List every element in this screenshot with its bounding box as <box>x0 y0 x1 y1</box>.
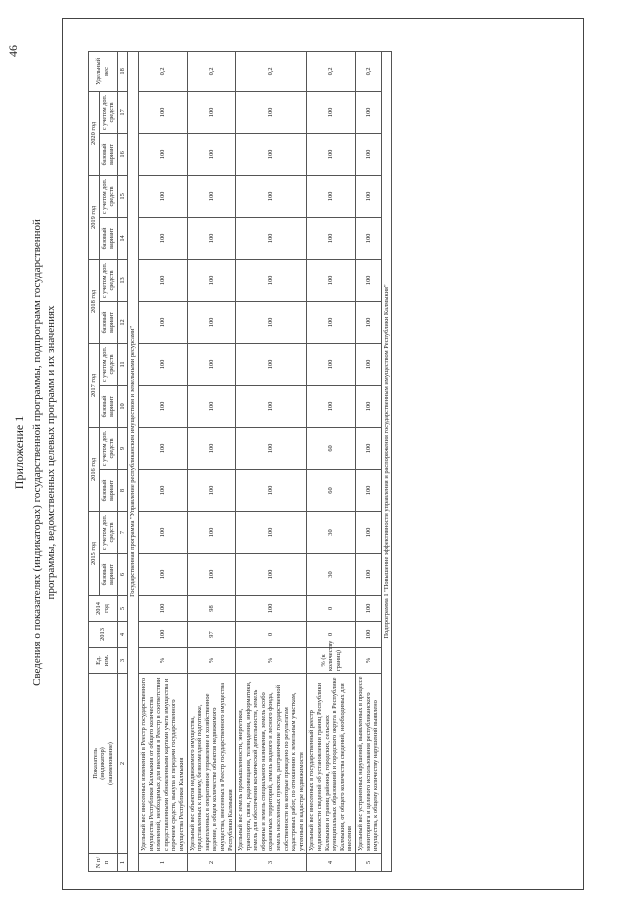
header-row-numbers <box>117 51 128 871</box>
row-value: 100 <box>356 554 382 596</box>
row-value: 100 <box>236 259 307 301</box>
row-2013: 0 <box>307 622 356 648</box>
row-value: 100 <box>187 91 236 133</box>
header-indicator-line1: Показатель <box>91 748 99 779</box>
col-number: 14 <box>117 217 128 259</box>
row-value: 100 <box>307 343 356 385</box>
row-value: 100 <box>356 427 382 469</box>
header-2014: 2014 год <box>89 596 118 622</box>
row-value: 100 <box>236 133 307 175</box>
header-weight: Удельный вес <box>89 51 118 91</box>
row-value: 100 <box>356 469 382 511</box>
row-value: 100 <box>236 175 307 217</box>
header-year-2015: 2015 год <box>89 511 100 595</box>
table-row <box>138 51 187 871</box>
row-2013: 97 <box>187 622 236 648</box>
row-value: 100 <box>307 259 356 301</box>
row-value: 100 <box>307 385 356 427</box>
row-value: 100 <box>356 91 382 133</box>
col-number: 10 <box>117 385 128 427</box>
col-number: 2 <box>117 674 128 854</box>
row-weight: 0,2 <box>307 51 356 91</box>
row-value: 100 <box>187 385 236 427</box>
row-2014: 0 <box>307 596 356 622</box>
col-number: 15 <box>117 175 128 217</box>
row-2013: 100 <box>356 622 382 648</box>
row-no: 3 <box>236 854 307 872</box>
row-value: 100 <box>138 259 187 301</box>
row-value: 100 <box>187 301 236 343</box>
header-base: базовый вариант <box>99 554 117 596</box>
row-2014: 100 <box>236 596 307 622</box>
header-base: базовый вариант <box>99 301 117 343</box>
row-unit: % <box>187 648 236 674</box>
row-unit: % (к количеству границ) <box>307 648 356 674</box>
row-no: 1 <box>138 854 187 872</box>
row-value: 100 <box>356 259 382 301</box>
header-year-2018: 2018 год <box>89 259 100 343</box>
row-no: 5 <box>356 854 382 872</box>
row-value: 100 <box>307 91 356 133</box>
row-value: 100 <box>138 554 187 596</box>
col-number: 7 <box>117 511 128 553</box>
row-name: Удельный вес внесенных в государственный реестр недвижимости сведений об установлении границ Республики Калмыкия и границ районов, городских, сельских муниципальных образований и городского округа в Республике Калмыкия, от общего количества сведений, необходимых для внесения <box>307 674 356 854</box>
row-value: 100 <box>187 427 236 469</box>
row-value: 100 <box>138 343 187 385</box>
row-unit: % <box>356 648 382 674</box>
header-indicator <box>89 674 118 854</box>
header-extra: с учетом доп. средств <box>99 175 117 217</box>
row-name: Удельный вес устраненных нарушений, выявленных в процессе мониторинга и целевого использования республиканского имущества, к общему количеству нарушений выявлено <box>356 674 382 854</box>
page-number: 46 <box>6 45 20 57</box>
row-value: 100 <box>187 259 236 301</box>
row-value: 100 <box>356 175 382 217</box>
row-value: 30 <box>307 511 356 553</box>
header-extra: с учетом доп. средств <box>99 343 117 385</box>
table-row <box>307 51 356 871</box>
title-line-2: программы, ведомственных целевых программ и их значениях <box>45 305 57 600</box>
row-value: 100 <box>138 511 187 553</box>
header-base: базовый вариант <box>99 133 117 175</box>
col-number: 5 <box>117 596 128 622</box>
row-value: 100 <box>138 469 187 511</box>
document-title <box>30 0 58 905</box>
header-extra: с учетом доп. средств <box>99 91 117 133</box>
row-value: 100 <box>187 511 236 553</box>
row-value: 100 <box>236 511 307 553</box>
col-number: 13 <box>117 259 128 301</box>
row-value: 100 <box>307 301 356 343</box>
row-no: 4 <box>307 854 356 872</box>
row-value: 100 <box>236 217 307 259</box>
row-value: 100 <box>236 469 307 511</box>
col-number: 16 <box>117 133 128 175</box>
header-unit: Ед. изм. <box>89 648 118 674</box>
header-year-2016: 2016 год <box>89 427 100 511</box>
header-base: базовый вариант <box>99 469 117 511</box>
table-row <box>187 51 236 871</box>
row-value: 30 <box>307 554 356 596</box>
row-2013: 100 <box>138 622 187 648</box>
row-value: 100 <box>138 133 187 175</box>
appendix-label: Приложение 1 <box>12 415 26 490</box>
col-number: 6 <box>117 554 128 596</box>
row-value: 100 <box>307 133 356 175</box>
header-indicator-line3: (наименование) <box>106 742 114 785</box>
row-value: 100 <box>187 133 236 175</box>
header-year-2019: 2019 год <box>89 175 100 259</box>
col-number: 9 <box>117 427 128 469</box>
row-value: 100 <box>356 217 382 259</box>
row-2014: 100 <box>356 596 382 622</box>
col-number: 18 <box>117 51 128 91</box>
row-value: 100 <box>138 91 187 133</box>
row-name: Удельный вес объектов недвижимого имущества, представленных к приему, безвозмездной подготовке, закрепленных в оперативное управление и хозяйственное ведение, в общем количестве объектов недвижимого имущества, внесенных в Реестр государственного имущества Республики Калмыкия <box>187 674 236 854</box>
row-2014: 100 <box>138 596 187 622</box>
section-main: Государственная программа "Управление республиканским имуществом и земельными ресурсами" <box>128 51 139 871</box>
header-extra: с учетом доп. средств <box>99 259 117 301</box>
row-value: 100 <box>138 385 187 427</box>
header-row-years <box>89 51 100 871</box>
row-value: 100 <box>307 175 356 217</box>
row-value: 100 <box>187 343 236 385</box>
header-extra: с учетом доп. средств <box>99 511 117 553</box>
row-unit: % <box>236 648 307 674</box>
indicators-table <box>88 51 392 872</box>
table-row <box>236 51 307 871</box>
row-value: 100 <box>356 385 382 427</box>
row-value: 100 <box>138 427 187 469</box>
header-base: базовый вариант <box>99 385 117 427</box>
row-value: 100 <box>138 301 187 343</box>
header-2013: 2013 <box>89 622 118 648</box>
row-no: 2 <box>187 854 236 872</box>
section-main-row <box>128 51 139 871</box>
section-sub: Подпрограмма 1 "Повышение эффективности управления и распоряжения государственным имуществом Республики Калмыкия" <box>381 51 392 871</box>
header-indicator-line2: (индикатор) <box>99 747 107 780</box>
row-value: 100 <box>138 217 187 259</box>
header-no: N п/п <box>89 854 118 872</box>
row-value: 100 <box>236 554 307 596</box>
row-value: 100 <box>356 133 382 175</box>
row-name: Удельный вес земель промышленности, энергетики, транспорта, связи, радиовещания, телевидения, информатики, земель для обеспечения космической деятельности, земель обороны и земель специального назначения, земель особо охраняемых территорий, земель водного и лесного фонда, земель населенных пунктов, разграничение государственной собственности на которые проведено по результатам кадастровых работ, по отношению к земельным участкам, учтенным в кадастре недвижимости <box>236 674 307 854</box>
col-number: 11 <box>117 343 128 385</box>
row-value: 60 <box>307 427 356 469</box>
row-value: 100 <box>236 343 307 385</box>
col-number: 8 <box>117 469 128 511</box>
row-value: 100 <box>187 469 236 511</box>
row-2013: 0 <box>236 622 307 648</box>
col-number: 1 <box>117 854 128 872</box>
row-value: 100 <box>236 301 307 343</box>
row-value: 100 <box>187 217 236 259</box>
col-number: 4 <box>117 622 128 648</box>
col-number: 3 <box>117 648 128 674</box>
row-value: 100 <box>356 511 382 553</box>
row-weight: 0,2 <box>187 51 236 91</box>
header-base: базовый вариант <box>99 217 117 259</box>
section-sub-row <box>381 51 392 871</box>
col-number: 12 <box>117 301 128 343</box>
row-value: 100 <box>138 175 187 217</box>
row-value: 100 <box>356 343 382 385</box>
row-2014: 98 <box>187 596 236 622</box>
table-row <box>356 51 382 871</box>
row-weight: 0,2 <box>138 51 187 91</box>
row-value: 100 <box>187 554 236 596</box>
row-value: 100 <box>307 217 356 259</box>
row-weight: 0,2 <box>356 51 382 91</box>
row-name: Удельный вес внесенных изменений в Реестр государственного имущества Республики Калмыкия от общего количества изменений, необходимых для внесения в Реестр в соответствии с представленными обновленными картами учета имущества и перечнем средств, выкупа и передачи государственного имущества Республики Калмыкия <box>138 674 187 854</box>
row-value: 100 <box>356 301 382 343</box>
header-extra: с учетом доп. средств <box>99 427 117 469</box>
title-line-1: Сведения о показателях (индикаторах) государственной программы, подпрограмм государственной <box>31 219 43 686</box>
row-value: 100 <box>236 427 307 469</box>
row-unit: % <box>138 648 187 674</box>
row-value: 100 <box>187 175 236 217</box>
row-weight: 0,2 <box>236 51 307 91</box>
row-value: 60 <box>307 469 356 511</box>
row-value: 100 <box>236 385 307 427</box>
row-value: 100 <box>236 91 307 133</box>
col-number: 17 <box>117 91 128 133</box>
header-year-2017: 2017 год <box>89 343 100 427</box>
header-year-2020: 2020 год <box>89 91 100 175</box>
